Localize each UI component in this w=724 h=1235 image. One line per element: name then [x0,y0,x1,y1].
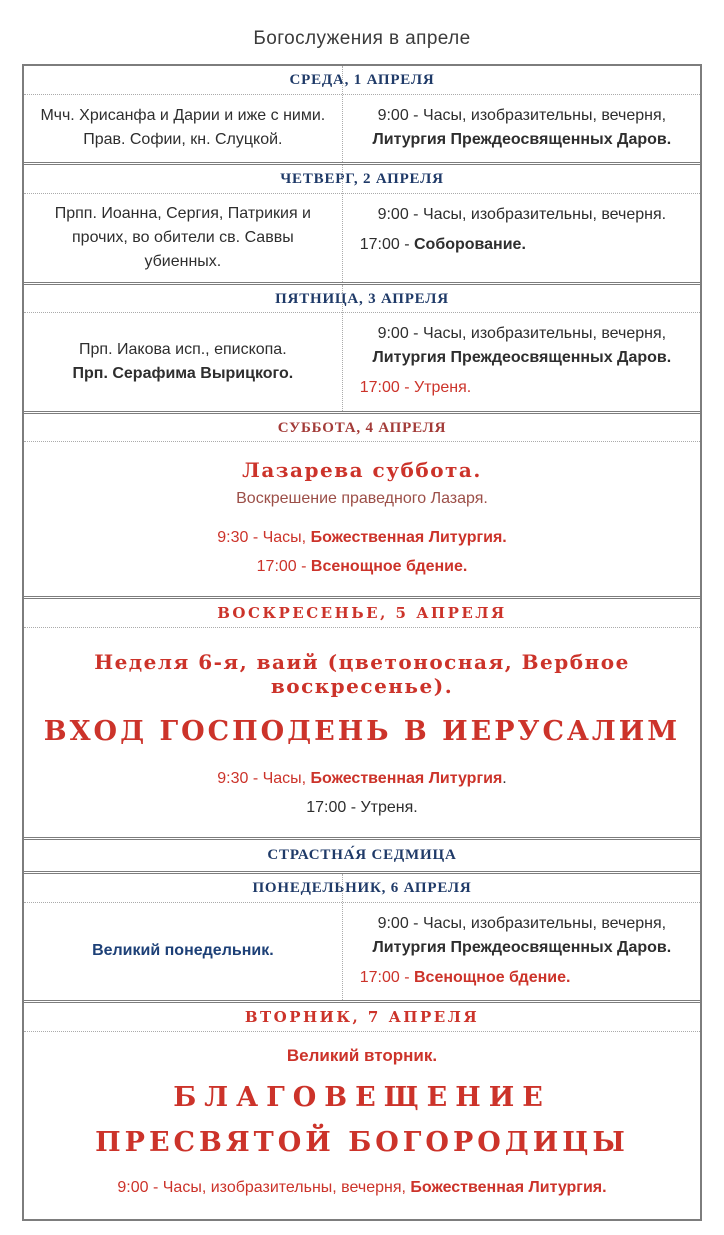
saints-line: прочих, во обители св. Саввы убиенных. [72,228,294,270]
service-name: Литургия Преждеосвященных Даров. [372,938,672,956]
service-name: Божественная Литургия. [310,529,507,547]
saints-line: Мчч. Хрисанфа и Дарии и иже с ними. [40,107,326,125]
service-time: 9:00 - Часы, изобразительны, вечерня, [377,106,667,124]
feast-title: Неделя 6-я, ваий (цветоносная, Вербное воскресенье). [94,650,630,699]
saints-cell [24,95,342,162]
service-name: Всенощное бдение. [413,968,571,986]
service-line [354,104,690,152]
service-line: 17:00 - Утреня. [306,799,418,817]
section-wednesday [24,66,700,162]
saints-text [32,202,334,274]
saints-text [73,338,294,386]
service-time: 9:00 - Часы, изобразительны, вечерня, [377,914,667,932]
page-title: Богослужения в апреле [253,28,471,49]
service-time: 9:00 - Часы, изобразительны, вечерня, [377,325,667,343]
feast-main-title: БЛАГОВЕЩЕНИЕ [173,1081,551,1113]
column-divider [342,66,343,162]
day-body [24,442,700,596]
day-body [24,1032,700,1219]
service-line [354,322,690,370]
day-header-thursday: ЧЕТВЕРГ, 2 АПРЕЛЯ [24,165,700,194]
service-line [354,912,690,960]
day-body [24,95,700,162]
saints-line: Прав. Софии, кн. Слуцкой. [83,131,283,149]
service-time: 17:00 - [359,235,414,253]
services-cell [342,903,700,1000]
service-time: 9:30 - Часы, [217,529,311,547]
services-cell [342,313,700,410]
feast-main-title-2: ПРЕСВЯТОЙ БОГОРОДИЦЫ [95,1126,629,1158]
day-body [24,194,700,282]
saints-cell [24,903,342,1000]
day-header-sunday: ВОСКРЕСЕНЬЕ, 5 АПРЕЛЯ [24,599,700,628]
services-cell [342,95,700,162]
service-line: 9:00 - Часы, изобразительны, вечерня. [377,205,667,223]
saints-cell [24,194,342,282]
day-header-wednesday: СРЕДА, 1 АПРЕЛЯ [24,66,700,95]
saints-line: Прпп. Иоанна, Сергия, Патрикия и [54,204,311,222]
feast-note: Великий вторник. [286,1045,438,1065]
feast-note: Великий понедельник. [92,942,274,960]
saints-line: Прп. Иакова исп., епископа. [79,340,287,358]
service-line [34,1176,690,1200]
service-name: Божественная Литургия [310,770,503,788]
section-thursday [24,162,700,282]
section-sunday [24,596,700,837]
column-divider [342,165,343,282]
service-line [354,234,690,256]
column-divider [342,874,343,1000]
schedule-table [22,64,702,1221]
service-time: 9:00 - Часы, изобразительны, вечерня, [117,1179,411,1197]
service-time: 9:30 - Часы, [217,770,311,788]
saints-line-bold: Прп. Серафима Вырицкого. [72,364,294,382]
service-time: 17:00 - [256,558,311,576]
section-friday [24,282,700,411]
service-name: Литургия Преждеосвященных Даров. [372,130,672,148]
service-time: 17:00 - [359,968,414,986]
section-saturday [24,411,700,597]
services-cell [342,194,700,282]
section-monday [24,871,700,1000]
service-name: Соборование. [413,235,526,253]
day-header-saturday: СУББОТА, 4 АПРЕЛЯ [24,414,700,443]
service-line [354,967,690,989]
saints-cell [24,313,342,410]
feast-subtitle: Воскрешение праведного Лазаря. [236,490,488,508]
service-name: Божественная Литургия. [410,1179,607,1197]
service-line [34,555,690,579]
service-line: 17:00 - Утреня. [359,379,472,397]
day-header-monday: ПОНЕДЕЛЬНИК, 6 АПРЕЛЯ [24,874,700,903]
feast-main-title: ВХОД ГОСПОДЕНЬ В ИЕРУСАЛИМ [43,716,681,748]
column-divider [342,285,343,411]
service-line [34,767,690,791]
day-header-tuesday: ВТОРНИК, 7 АПРЕЛЯ [24,1003,700,1032]
holy-week-title: СТРАСТНА́Я СЕДМИЦА [267,847,457,864]
day-body [24,903,700,1000]
day-body [24,313,700,410]
section-holy-week-banner [24,837,700,871]
service-name: Литургия Преждеосвященных Даров. [372,349,672,367]
service-name: Всенощное бдение. [310,558,468,576]
saints-text [40,104,325,152]
service-punct: . [502,770,507,788]
section-tuesday [24,1000,700,1219]
service-line [34,526,690,550]
feast-title: Лазарева суббота. [242,458,482,483]
day-header-friday: ПЯТНИЦА, 3 АПРЕЛЯ [24,285,700,314]
day-body [24,628,700,837]
